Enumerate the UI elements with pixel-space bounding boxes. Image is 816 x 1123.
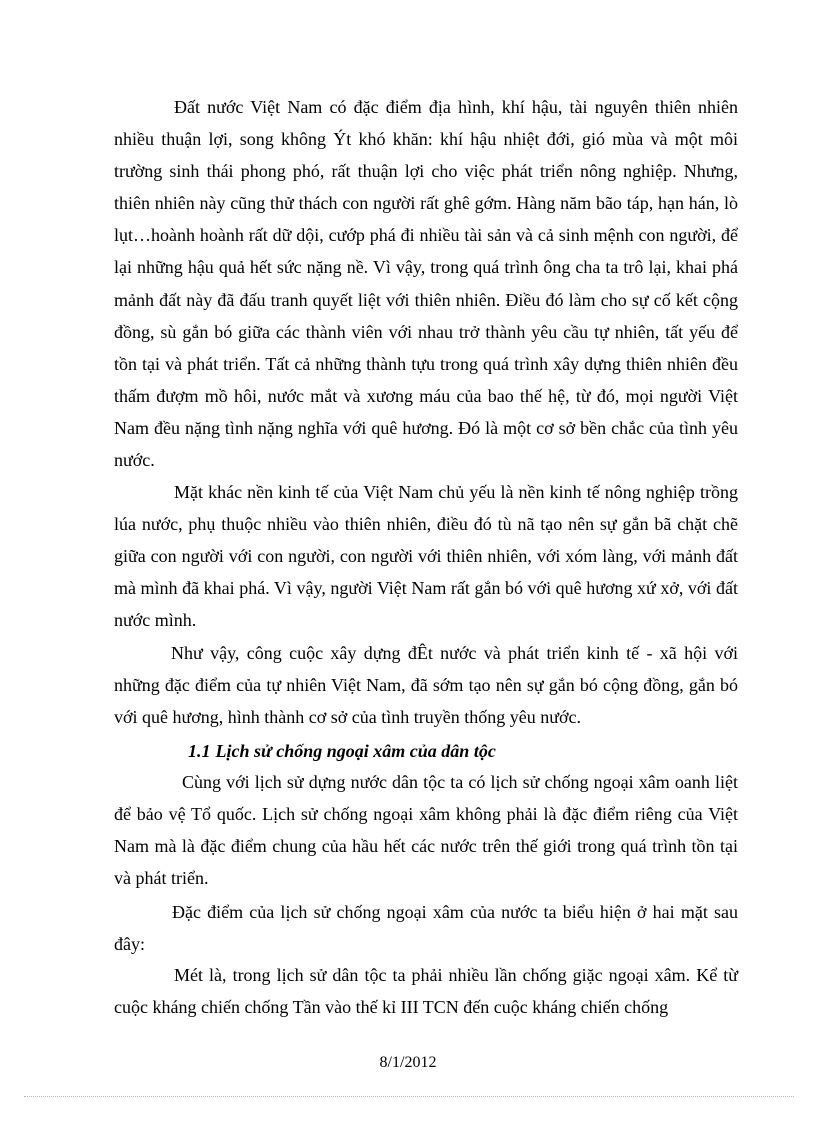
footer-date: 8/1/2012 bbox=[379, 1054, 437, 1071]
page-boundary-divider bbox=[24, 1096, 794, 1097]
section-number: 1.1 bbox=[188, 741, 211, 761]
section-title: Lịch sử chống ngoại xâm của dân tộc bbox=[215, 741, 496, 761]
section-heading bbox=[188, 735, 496, 767]
body-paragraph: Mặt khác nền kinh tế của Việt Nam chủ yếu là nền kinh tế nông nghiệp trồng lúa nước, phụ thuộc nhiều vào thiên nhiên, điều đó tù nã tạo nên sự gắn bã chặt chẽ giữa con người với con người, con người với thiên nhiên, với xóm làng, với mảnh đất mà mình đã khai phá. Vì vậy, người Việt Nam rất gắn bó với quê hương xứ xở, với đất nước mình. bbox=[114, 482, 738, 631]
body-paragraph: Đất nước Việt Nam có đặc điểm địa hình, khí hậu, tài nguyên thiên nhiên nhiều thuận lợi, song không Ýt khó khăn: khí hậu nhiệt đới, gió mùa và một môi trường sinh thái phong phó, rất thuận lợi cho việc phát triển nông nghiệp. Nhưng, thiên nhiên này cũng thử thách con người rất ghê gớm. Hàng năm bão táp, hạn hán, lò lụt…hoành hoành rất dữ dội, cướp phá đi nhiều tài sản và cả sinh mệnh con người, để lại những hậu quả hết sức nặng nề. Vì vậy, trong quá trình ông cha ta trô lại, khai phá mảnh đất này đã đấu tranh quyết liệt với thiên nhiên. Điều đó làm cho sự cố kết cộng đồng, sù gắn bó giữa các thành viên với nhau trở thành yêu cầu tự nhiên, tất yếu để tồn tại và phát triển. Tất cả những thành tựu trong quá trình xây dựng thiên nhiên đều thấm đượm mồ hôi, nước mắt và xương máu của bao thế hệ, từ đó, mọi người Việt Nam đều nặng tình nặng nghĩa với quê hương. Đó là một cơ sở bền chắc của tình yêu nước. bbox=[114, 97, 738, 471]
section-paragraph: Đặc điểm của lịch sử chống ngoại xâm của nước ta biểu hiện ở hai mặt sau đây: bbox=[114, 902, 738, 955]
section-paragraph: Cùng với lịch sử dựng nước dân tộc ta có lịch sử chống ngoại xâm oanh liệt để bảo vệ Tổ quốc. Lịch sử chống ngoại xâm không phải là đặc điểm riêng của Việt Nam mà là đặc điểm chung của hầu hết các nước trên thế giới trong quá trình tồn tại và phát triển. bbox=[114, 772, 738, 889]
section-paragraph: Mét là, trong lịch sử dân tộc ta phải nhiều lần chống giặc ngoại xâm. Kể từ cuộc kháng chiến chống Tần vào thế kỉ III TCN đến cuộc kháng chiến chống bbox=[114, 965, 738, 1018]
body-paragraph: Như vậy, công cuộc xây dựng đÊt nước và phát triển kinh tế - xã hội với những đặc điểm của tự nhiên Việt Nam, đã sớm tạo nên sự gắn bó cộng đồng, gắn bó với quê hương, hình thành cơ sở của tình truyền thống yêu nước. bbox=[114, 643, 738, 728]
